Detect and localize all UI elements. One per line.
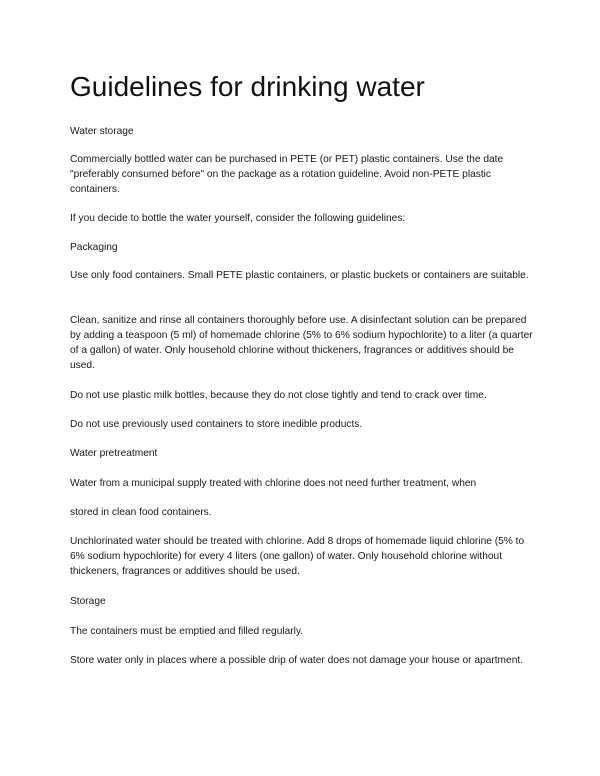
section-heading-water-pretreatment: Water pretreatment <box>70 448 158 459</box>
paragraph-municipal-supply: Water from a municipal supply treated with chlorine does not need further treatment, when <box>70 478 477 489</box>
paragraph-unchlorinated-water: Unchlorinated water should be treated with chlorine. Add 8 drops of homemade liquid chlorine (5% to 6% sodium hypochlorite) for every 4 liters (one gallon) of water. Only household chlorine without thickeners, fragrances or additives should be used. <box>70 536 525 577</box>
paragraph-milk-bottles: Do not use plastic milk bottles, because they do not close tightly and tend to crack over time. <box>70 390 487 401</box>
paragraph-bottled-water: Commercially bottled water can be purchased in PETE (or PET) plastic containers. Use the date "preferably consumed before" on the package as a rotation guideline. Avoid non-PETE plastic containers. <box>70 154 504 195</box>
paragraph-clean-sanitize: Clean, sanitize and rinse all containers thoroughly before use. A disinfectant solution can be prepared by adding a teaspoon (5 ml) of homemade chlorine (5% to 6% sodium hypochlorite) to a liter (a quarter of a gallon) of water. Only household chlorine without thickeners, fragrances or additives should be used. <box>70 315 533 371</box>
paragraph-bottle-yourself: If you decide to bottle the water yourself, consider the following guidelines: <box>70 213 406 224</box>
section-heading-storage: Storage <box>70 596 106 607</box>
paragraph-previously-used: Do not use previously used containers to store inedible products. <box>70 419 363 430</box>
paragraph-emptied-filled: The containers must be emptied and filled regularly. <box>70 626 304 637</box>
paragraph-clean-food-containers: stored in clean food containers. <box>70 507 212 518</box>
section-heading-water-storage: Water storage <box>70 126 134 137</box>
paragraph-store-water: Store water only in places where a possible drip of water does not damage your house or apartment. <box>70 655 524 666</box>
paragraph-food-containers: Use only food containers. Small PETE plastic containers, or plastic buckets or containers are suitable. <box>70 270 529 281</box>
document-title: Guidelines for drinking water <box>70 71 425 102</box>
section-heading-packaging: Packaging <box>70 242 118 253</box>
